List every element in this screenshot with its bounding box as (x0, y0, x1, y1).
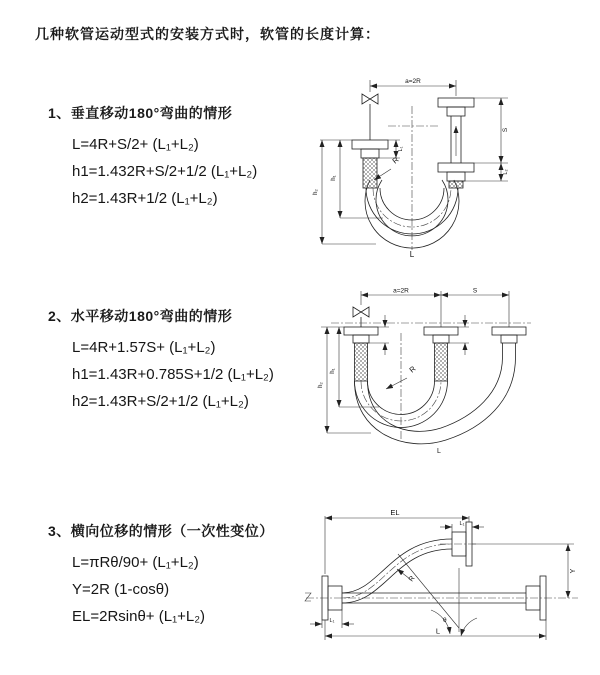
dim-label-a2r: a=2R (405, 78, 421, 85)
dim-label-l1-left: L₁ (329, 618, 335, 624)
section-1 (48, 103, 323, 212)
dim-h (313, 140, 383, 244)
dim-y (472, 544, 577, 598)
dim-label-s: S (472, 287, 478, 295)
dim-label-l: L (435, 626, 441, 636)
vertical-bend-diagram (308, 68, 533, 258)
section-3 (48, 521, 323, 630)
section-3-heading: 3、横向位移的情形（一次性变位） (48, 523, 274, 539)
figure-horizontal-bend (313, 281, 548, 456)
dim-el (325, 508, 469, 574)
break-symbol (305, 593, 311, 601)
hose-braid-left (363, 158, 377, 188)
valve-icon (362, 94, 378, 140)
radius-label: R (407, 574, 417, 584)
flange-left (344, 327, 378, 343)
radius-callout (397, 569, 417, 583)
flange-right-top (438, 98, 474, 116)
hose-displaced-position (342, 539, 452, 603)
dim-s (463, 98, 509, 181)
flange-left (352, 140, 388, 158)
formula-line: L=4R+1.57S+ (L₁+L₂) (72, 339, 216, 356)
flange-middle (424, 327, 458, 343)
dim-label-l2: L₂ (503, 169, 509, 175)
formula-line: h2=1.43R+1/2 (L₁+L₂) (72, 190, 218, 207)
flange-right-mid (438, 163, 474, 181)
formula-line: h1=1.43R+0.785S+1/2 (L₁+L₂) (72, 366, 274, 383)
dim-label-y: Y (570, 568, 577, 574)
formula-line: L=4R+S/2+ (L₁+L₂) (72, 136, 199, 153)
section-2-heading: 2、水平移动180°弯曲的情形 (48, 308, 233, 324)
formula-line: h2=1.43R+S/2+1/2 (L₁+L₂) (72, 393, 249, 410)
dim-label-el: EL (390, 508, 400, 517)
formula-line: h1=1.432R+S/2+1/2 (L₁+L₂) (72, 163, 258, 180)
dim-label-h1: h₁ (330, 368, 336, 374)
section-2 (48, 306, 323, 415)
dim-l1-top (440, 521, 484, 532)
flange-right (492, 327, 526, 357)
length-label: L (409, 250, 415, 258)
angle-label: θ (443, 617, 447, 624)
dim-label-h2: h₂ (318, 382, 324, 388)
figure-lateral-displacement (300, 506, 585, 646)
hose-braid-left (355, 343, 368, 381)
dim-top (361, 288, 509, 328)
formula-line: Y=2R (1-cosθ) (72, 581, 170, 598)
angle-construction (398, 554, 477, 636)
valve-icon (353, 307, 369, 327)
dim-l1-left (310, 610, 354, 628)
radius-callout (386, 364, 418, 389)
dim-label-l1: L₁ (398, 146, 404, 152)
dim-label-a2r: a=2R (393, 287, 409, 295)
page-title: 几种软管运动型式的安装方式时，软管的长度计算： (35, 26, 380, 42)
horizontal-bend-diagram (313, 281, 548, 456)
dim-label-h1: h₁ (331, 175, 337, 181)
dim-l (325, 620, 546, 640)
radius-label: R (390, 155, 401, 166)
radius-label: R (407, 364, 418, 375)
figure-vertical-bend (308, 68, 533, 258)
dim-label-h2: h₂ (313, 189, 319, 195)
radius-callout (374, 155, 401, 180)
section-1-heading: 1、垂直移动180°弯曲的情形 (48, 105, 233, 121)
formula-line: EL=2Rsinθ+ (L₁+L₂) (72, 608, 206, 625)
formula-line: L=πRθ/90+ (L₁+L₂) (72, 554, 199, 571)
hose-braid-middle (435, 343, 448, 381)
lateral-displacement-diagram (300, 506, 585, 646)
length-label: L (437, 448, 441, 455)
dim-label-s: S (502, 127, 509, 133)
dim-top (370, 78, 456, 96)
dim-label-l1-top: L₁ (459, 521, 465, 527)
